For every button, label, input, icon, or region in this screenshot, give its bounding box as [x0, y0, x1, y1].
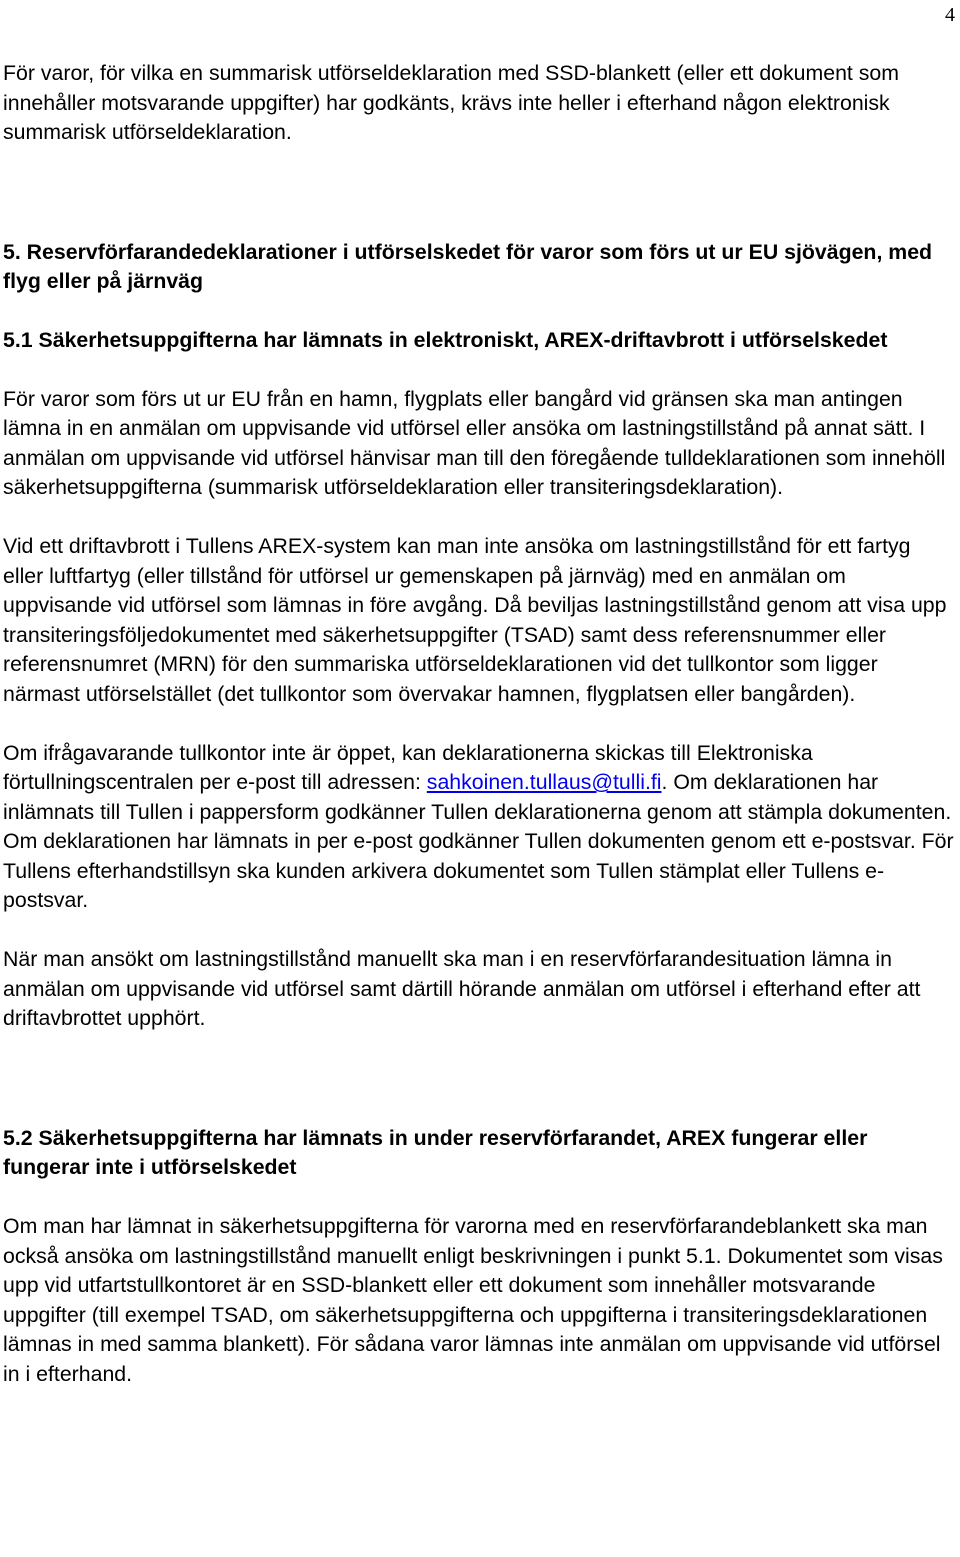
section-5-2-paragraph-1: Om man har lämnat in säkerhetsuppgifterna för varorna med en reservförfarandeblankett ska man också ansöka om lastningstillstånd manuellt enligt beskrivningen i punkt 5.1. Dokumentet som visas upp vid utfartstullkontoret är en SSD-blankett eller ett dokument som innehåller motsvarande uppgifter (till exempel TSAD, om säkerhetsuppgifterna och uppgifterna i transiteringsdeklarationen lämnas in med samma blankett). För sådana varor lämnas inte anmälan om uppvisande vid utförsel in i efterhand.	[3, 1214, 943, 1386]
section-5-1-paragraph-3	[3, 739, 955, 917]
section-5-2-heading: 5.2 Säkerhetsuppgifterna har lämnats in under reservförfarandet, AREX fungerar eller fungerar inte i utförselskedet	[3, 1125, 868, 1180]
section-5-1-paragraph-1: För varor som förs ut ur EU från en hamn, flygplats eller bangård vid gränsen ska man antingen lämna in en anmälan om uppvisande vid utförsel eller ansöka om lastningstillstånd på annat sätt. I anmälan om uppvisande vid utförsel hänvisar man till den föregående tulldeklarationen som innehöll säkerhetsuppgifterna (summarisk utförseldeklaration eller transiteringsdeklaration).	[3, 386, 946, 500]
section-5-1-heading: 5.1 Säkerhetsuppgifterna har lämnats in elektroniskt, AREX-driftavbrott i utförselskedet	[3, 327, 888, 352]
section-5-heading: 5. Reservförfarandedeklarationer i utförselskedet för varor som förs ut ur EU sjövägen, med flyg eller på järnväg	[3, 239, 933, 294]
paragraph-text: . Om deklarationen har inlämnats till Tullen i pappersform godkänner Tullen deklarationerna genom att stämpla dokumenten. Om deklarationen har lämnats in per e-post godkänner Tullen dokumenten genom ett e-postsvar. För Tullens efterhandstillsyn ska kunden arkivera dokumentet som Tullen stämplat eller Tullens e-postsvar.	[3, 770, 954, 913]
email-link[interactable]: sahkoinen.tullaus@tulli.fi	[426, 770, 662, 795]
page-number: 4	[945, 4, 955, 26]
paragraph-text: Om ifrågavarande tullkontor inte är öppet, kan deklarationerna skickas till Elektroniska förtullningscentralen per e-post till adressen:	[3, 740, 813, 795]
intro-paragraph: För varor, för vilka en summarisk utförseldeklaration med SSD-blankett (eller ett dokument som innehåller motsvarande uppgifter) har godkänts, krävs inte heller i efterhand någon elektronisk summarisk utförseldeklaration.	[3, 61, 899, 145]
section-5-1-paragraph-4: När man ansökt om lastningstillstånd manuellt ska man i en reservförfarandesituation lämna in anmälan om uppvisande vid utförsel samt därtill hörande anmälan om utförsel i efterhand efter att driftavbrottet upphört.	[3, 947, 921, 1031]
document-body	[3, 59, 955, 1390]
section-5-1-paragraph-2: Vid ett driftavbrott i Tullens AREX-system kan man inte ansöka om lastningstillstånd för ett fartyg eller luftfartyg (eller tillstånd för utförsel ur gemenskapen på järnväg) med en anmälan om uppvisande vid utförsel som lämnas in före avgång. Då beviljas lastningstillstånd genom att visa upp transiteringsföljedokumentet med säkerhetsuppgifter (TSAD) samt dess referensnummer eller referensnumret (MRN) för den summariska utförseldeklarationen vid det tullkontor som ligger närmast utförselstället (det tullkontor som övervakar hamnen, flygplatsen eller bangården).	[3, 533, 947, 706]
